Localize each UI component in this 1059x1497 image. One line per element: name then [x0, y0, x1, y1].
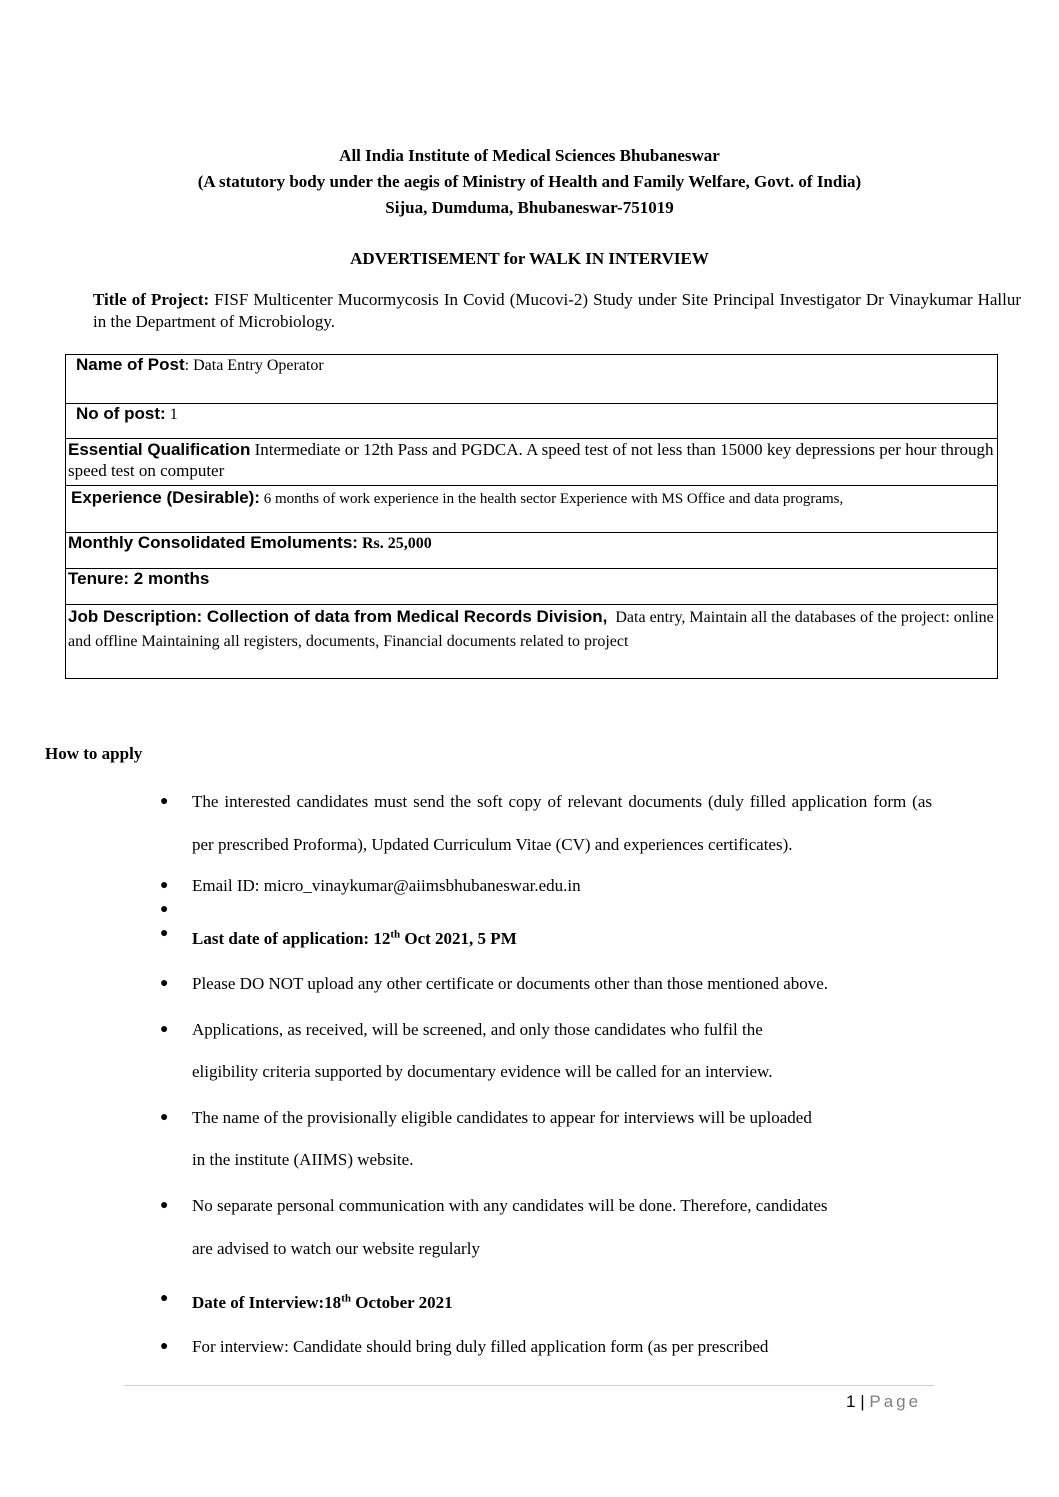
- post-count-label: No of post:: [76, 404, 166, 423]
- how-to-apply-list: [0, 780, 1059, 1359]
- experience-value: 6 months of work experience in the health sector Experience with MS Office and data programs,: [263, 491, 844, 507]
- table-row: [66, 439, 998, 486]
- list-item: [0, 1287, 932, 1316]
- bullet-icon: ●: [160, 926, 169, 941]
- list-item: [0, 780, 932, 866]
- project-title: [93, 289, 1021, 333]
- bullet-text-website: The name of the provisionally eligible candidates to appear for interviews will be uploaded in the institute (AIIMS) website.: [192, 1107, 812, 1169]
- list-item: [0, 1009, 932, 1093]
- bullet-icon: ●: [160, 1021, 169, 1037]
- table-row: [66, 404, 998, 439]
- header-address: Sijua, Dumduma, Bhubaneswar-751019: [385, 198, 674, 217]
- list-item: [0, 972, 932, 996]
- experience-cell: [66, 486, 998, 533]
- qualification-label: Essential Qualification: [68, 440, 251, 459]
- job-description-label: Job Description: Collection of data from Medical Records Division,: [68, 607, 608, 626]
- bullet-icon: ●: [160, 1339, 169, 1355]
- post-name-cell: [66, 355, 998, 404]
- post-name-value: : Data Entry Operator: [184, 357, 324, 374]
- bullet-icon: ●: [160, 878, 169, 893]
- qualification-cell: [66, 439, 998, 486]
- post-name-label: Name of Post: [76, 355, 185, 374]
- bullet-icon: ●: [160, 975, 169, 991]
- project-title-label: Title of Project:: [93, 290, 210, 309]
- list-item: [0, 1184, 932, 1270]
- project-title-text: FISF Multicenter Mucormycosis In Covid (Mucovi-2) Study under Site Principal Investigator Dr Vinaykumar Hallur in the Department of Microbiology.: [93, 290, 1022, 331]
- qualification-value: Intermediate or 12th Pass and PGDCA. A speed test of not less than 15000 key depressions per hour through speed test on computer: [68, 440, 994, 480]
- header-institute-name: All India Institute of Medical Sciences Bhubaneswar: [339, 146, 720, 165]
- bullet-text-communication: No separate personal communication with any candidates will be done. Therefore, candidates are advised to watch our website regularly: [192, 1195, 828, 1258]
- bullet-text-last-date: Last date of application: 12th Oct 2021, 5 PM: [192, 928, 517, 948]
- advertisement-title: ADVERTISEMENT for WALK IN INTERVIEW: [350, 249, 709, 268]
- job-description-value: Data entry, Maintain all the databases of the project: online and offline Maintaining all registers, documents, Financial documents related to project: [68, 609, 994, 650]
- page-label: Page: [869, 1392, 922, 1411]
- bullet-text-interview-form: For interview: Candidate should bring duly filled application form (as per prescribed: [192, 1337, 769, 1357]
- list-item: [0, 874, 932, 898]
- emoluments-value: Rs. 25,000: [361, 535, 432, 552]
- tenure-label: Tenure: 2 months: [68, 569, 210, 588]
- tenure-cell: [66, 569, 998, 605]
- page-number: 1: [846, 1392, 856, 1411]
- list-item: [0, 898, 932, 922]
- bullet-icon: ●: [160, 1109, 169, 1125]
- table-row: [66, 486, 998, 533]
- list-item: [0, 922, 932, 951]
- list-item: [0, 1097, 932, 1181]
- page-separator: |: [860, 1392, 865, 1411]
- page-footer: [846, 1392, 921, 1412]
- bullet-text-interview-date: Date of Interview:18th October 2021: [192, 1292, 453, 1313]
- table-row: [66, 605, 998, 679]
- bullet-icon: ●: [160, 1197, 169, 1213]
- bullet-text-documents: The interested candidates must send the soft copy of relevant documents (duly filled application form (as per prescribed Proforma), Updated Curriculum Vitae (CV) and experiences certificates).: [192, 792, 932, 854]
- table-row: [66, 355, 998, 404]
- post-count-cell: [66, 404, 998, 439]
- table-row: [66, 569, 998, 605]
- bullet-icon: ●: [160, 1290, 169, 1306]
- list-item: [0, 1335, 932, 1359]
- emoluments-cell: [66, 533, 998, 569]
- job-description-cell: [66, 605, 998, 679]
- footer-divider: [124, 1385, 934, 1386]
- bullet-icon: ●: [160, 902, 169, 917]
- bullet-text-do-not-upload: Please DO NOT upload any other certificate or documents other than those mentioned above.: [192, 973, 829, 993]
- bullet-icon: ●: [160, 794, 169, 809]
- bullet-text-email: Email ID: micro_vinaykumar@aiimsbhubaneswar.edu.in: [192, 876, 581, 895]
- post-count-value: 1: [169, 406, 178, 423]
- table-row: [66, 533, 998, 569]
- how-to-apply-heading: How to apply: [45, 744, 143, 763]
- post-details-table: [65, 354, 998, 679]
- bullet-text-screening: Applications, as received, will be screened, and only those candidates who fulfil the eligibility criteria supported by documentary evidence will be called for an interview.: [192, 1019, 773, 1081]
- experience-label: Experience (Desirable):: [71, 488, 260, 507]
- emoluments-label: Monthly Consolidated Emoluments:: [68, 533, 358, 552]
- header-statutory-line: (A statutory body under the aegis of Ministry of Health and Family Welfare, Govt. of India): [197, 172, 862, 191]
